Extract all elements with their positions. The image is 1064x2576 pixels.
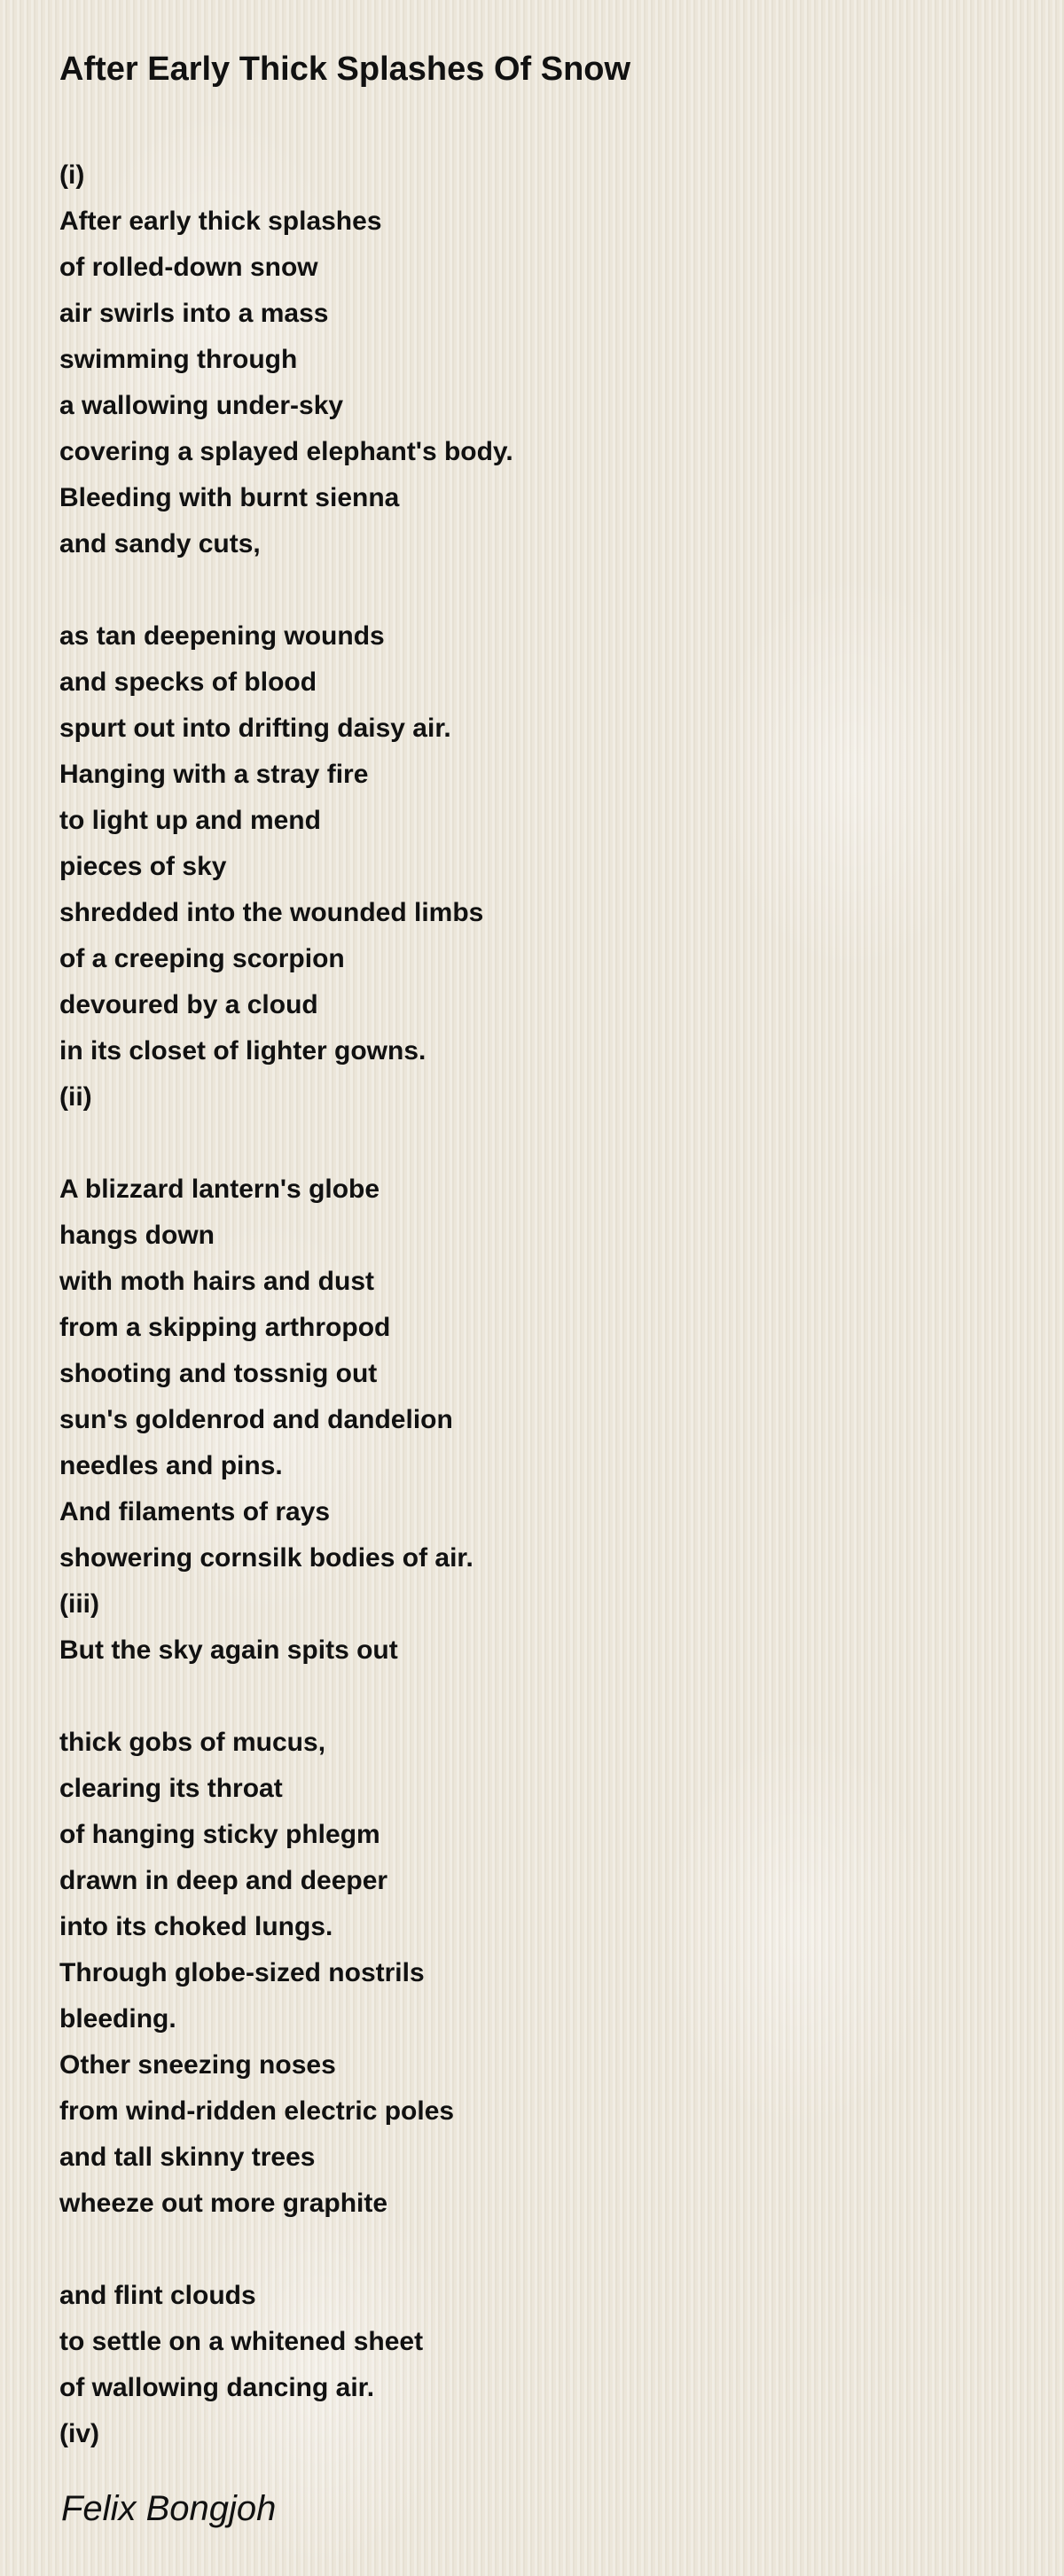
poem-title: After Early Thick Splashes Of Snow: [59, 51, 631, 88]
poem-line: sun's goldenrod and dandelion: [59, 1405, 453, 1434]
poem-line: swimming through: [59, 345, 298, 374]
poem-line: But the sky again spits out: [59, 1635, 398, 1665]
poem-line: and tall skinny trees: [59, 2143, 316, 2172]
poem-line: bleeding.: [59, 2004, 176, 2033]
poem-line: shredded into the wounded limbs: [59, 898, 484, 927]
poem-line: thick gobs of mucus,: [59, 1728, 326, 1757]
poem-line: drawn in deep and deeper: [59, 1866, 388, 1895]
poem-container: [59, 43, 1017, 2457]
poem-line: hangs down: [59, 1221, 215, 1250]
poem-line: Through globe-sized nostrils: [59, 1958, 425, 1987]
poem-line: of hanging sticky phlegm: [59, 1820, 380, 1849]
poem-line: with moth hairs and dust: [59, 1267, 375, 1296]
poem-line: spurt out into drifting daisy air.: [59, 714, 451, 743]
poem-line: as tan deepening wounds: [59, 621, 385, 651]
poem-line: clearing its throat: [59, 1774, 283, 1803]
poem-line: and flint clouds: [59, 2281, 256, 2310]
poem-line: into its choked lungs.: [59, 1912, 333, 1941]
poem-line: showering cornsilk bodies of air.: [59, 1543, 473, 1573]
poem-line: After early thick splashes: [59, 207, 382, 236]
poem-line: (iii): [59, 1589, 99, 1619]
poem-line: Bleeding with burnt sienna: [59, 483, 400, 512]
poem-line: of wallowing dancing air.: [59, 2373, 375, 2402]
poem-line: shooting and tossnig out: [59, 1359, 378, 1388]
poem-line: from wind-ridden electric poles: [59, 2096, 455, 2126]
poem-line: in its closet of lighter gowns.: [59, 1036, 426, 1066]
poem-line: (i): [59, 160, 85, 190]
poem-line: of a creeping scorpion: [59, 944, 345, 973]
stanza-break: [59, 1120, 1017, 1167]
poem-line: to settle on a whitened sheet: [59, 2327, 424, 2356]
poem-line: (iv): [59, 2419, 99, 2448]
poem-line: a wallowing under-sky: [59, 391, 344, 420]
poem-line: Hanging with a stray fire: [59, 760, 369, 789]
poem-body: [59, 152, 1017, 2457]
poem-line: and specks of blood: [59, 667, 317, 697]
poem-line: And filaments of rays: [59, 1497, 331, 1526]
poem-line: wheeze out more graphite: [59, 2189, 388, 2218]
poem-line: pieces of sky: [59, 852, 227, 881]
stanza-break: [59, 567, 1017, 613]
poem-author: Felix Bongjoh: [61, 2489, 277, 2528]
poem-line: needles and pins.: [59, 1451, 283, 1480]
poem-line: A blizzard lantern's globe: [59, 1175, 380, 1204]
poem-line: Other sneezing noses: [59, 2050, 336, 2080]
poem-line: covering a splayed elephant's body.: [59, 437, 513, 466]
poem-line: devoured by a cloud: [59, 990, 318, 1019]
poem-line: and sandy cuts,: [59, 529, 261, 558]
poem-line: to light up and mend: [59, 806, 321, 835]
stanza-break: [59, 2227, 1017, 2273]
poem-line: of rolled-down snow: [59, 253, 318, 282]
poem-line: (ii): [59, 1082, 92, 1112]
stanza-break: [59, 1674, 1017, 1720]
poem-line: from a skipping arthropod: [59, 1313, 391, 1342]
poem-line: air swirls into a mass: [59, 299, 329, 328]
